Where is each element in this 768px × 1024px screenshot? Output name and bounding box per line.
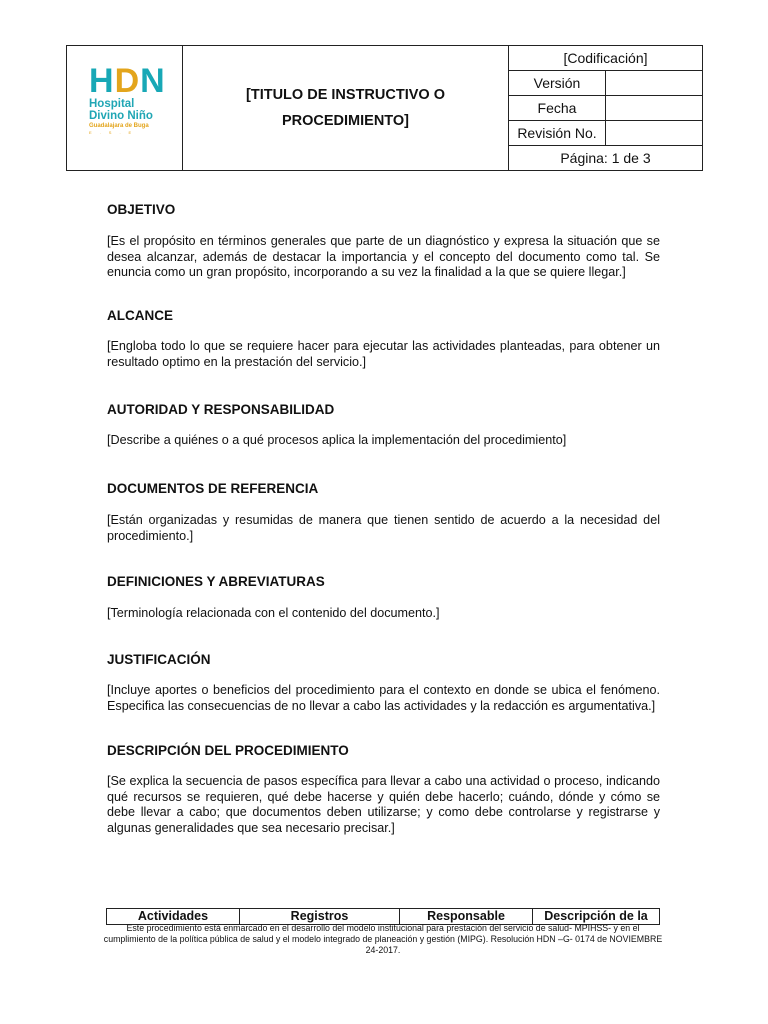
heading-documentos: DOCUMENTOS DE REFERENCIA	[107, 481, 319, 496]
logo-line-4: E.S.E	[89, 130, 140, 135]
text-definiciones: [Terminología relacionada con el contenido del documento.]	[107, 606, 440, 620]
revision-label: Revisión No.	[509, 121, 606, 146]
heading-justificacion: JUSTIFICACIÓN	[107, 652, 211, 667]
version-label: Versión	[509, 71, 606, 96]
heading-definiciones: DEFINICIONES Y ABREVIATURAS	[107, 574, 325, 589]
pagina-cell: Página: 1 de 3	[509, 146, 703, 171]
column-registros: Registros	[240, 909, 400, 925]
heading-descripcion: DESCRIPCIÓN DEL PROCEDIMIENTO	[107, 743, 349, 758]
text-documentos: [Están organizadas y resumidas de manera que tienen sentido de acuerdo a la necesidad del procedimiento.]	[107, 513, 660, 543]
document-title: [TITULO DE INSTRUCTIVO O PROCEDIMIENTO]	[183, 46, 509, 171]
hospital-logo	[89, 64, 169, 144]
column-descripcion: Descripción de la	[533, 909, 660, 925]
column-responsable: Responsable	[400, 909, 533, 925]
logo-cell	[67, 46, 183, 171]
logo-line-1: Hospital	[89, 98, 135, 110]
text-alcance: [Engloba todo lo que se requiere hacer para ejecutar las actividades planteadas, para obtener un resultado optimo en la prestación del servicio.]	[107, 339, 660, 369]
footer-note: Este procedimiento está enmarcado en el desarrollo del modelo institucional para prestación del servicio de salud- MPIHSS- y en el cumplimiento de la política pública de salud y el modelo integrado de planeación y gestión (MIPG). Resolución HDN –G- 0174 de NOVIEMBRE 24-2017.	[103, 923, 663, 955]
column-actividades: Actividades	[107, 909, 240, 925]
revision-value	[606, 121, 703, 146]
text-autoridad: [Describe a quiénes o a qué procesos aplica la implementación del procedimiento]	[107, 433, 567, 447]
fecha-value	[606, 96, 703, 121]
heading-objetivo: OBJETIVO	[107, 202, 176, 217]
logo-line-2: Divino Niño	[89, 110, 153, 122]
heading-alcance: ALCANCE	[107, 308, 173, 323]
version-value	[606, 71, 703, 96]
fecha-label: Fecha	[509, 96, 606, 121]
codificacion-cell: [Codificación]	[509, 46, 703, 71]
logo-line-3: Guadalajara de Buga	[89, 123, 149, 129]
logo-abbreviation: HDN	[89, 62, 166, 100]
document-header	[66, 45, 703, 171]
heading-autoridad: AUTORIDAD Y RESPONSABILIDAD	[107, 402, 335, 417]
text-descripcion: [Se explica la secuencia de pasos específica para llevar a cabo una actividad o proceso, indicando qué recursos se requieren, qué debe hacerse y quién debe hacerlo; cuándo, dónde y cómo se debe llevar a cabo; que documentos deben utilizarse; y como debe controlarse y registrarse y algunas generalidades que sea necesario precisar.]	[107, 774, 660, 835]
text-justificacion: [Incluye aportes o beneficios del procedimiento para el contexto en donde se ubica el fenómeno. Especifica las consecuencias de no llevar a cabo las actividades y la redacción es argumentativa.]	[107, 683, 660, 713]
text-objetivo: [Es el propósito en términos generales que parte de un diagnóstico y expresa la situación que se desea alcanzar, además de destacar la importancia y el concepto del documento como tal. Se enuncia como un gran propósito, incorporando a su vez la finalidad a la que se quiere llegar.]	[107, 234, 660, 279]
